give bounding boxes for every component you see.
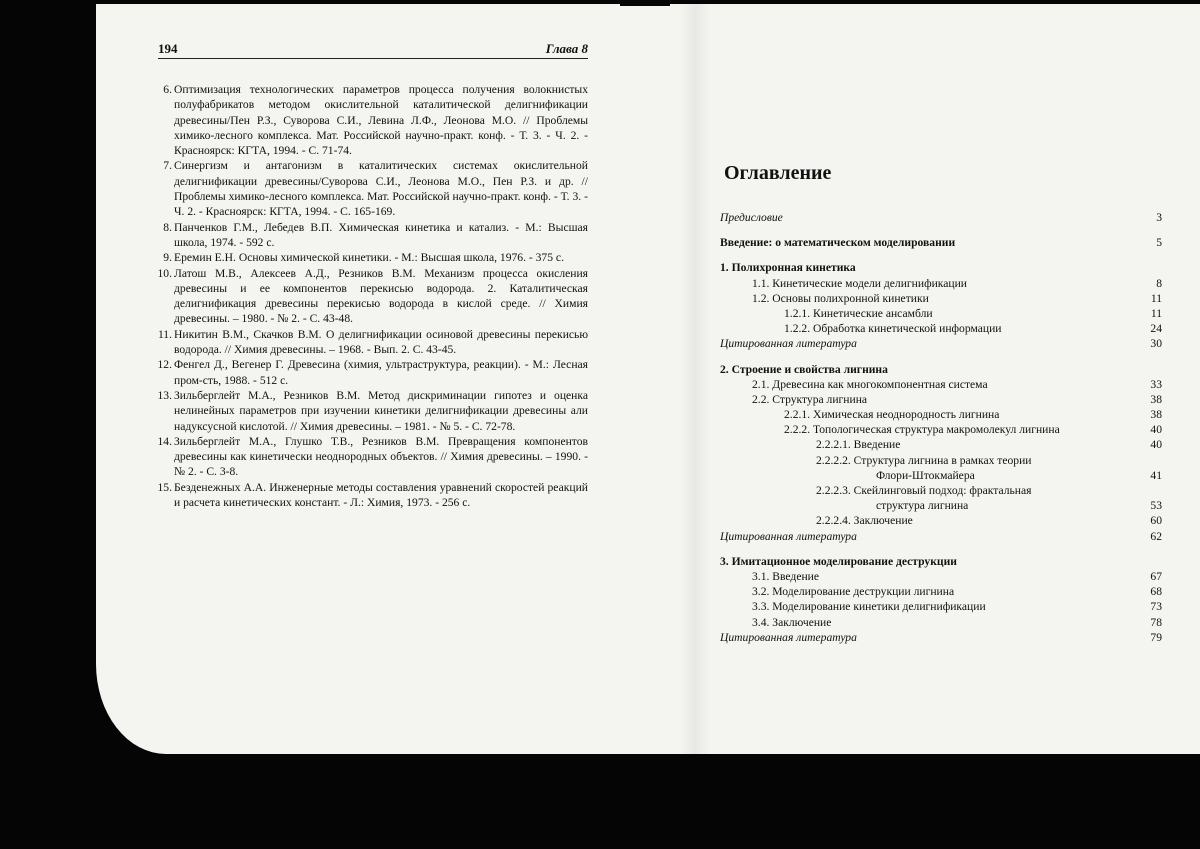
reference-number: 11. [157, 327, 172, 341]
toc-entry-page: 68 [1150, 585, 1162, 599]
toc-entry [720, 513, 1162, 528]
toc-entry [720, 336, 1162, 351]
toc-entry-page: 3 [1156, 211, 1162, 224]
reference-item [158, 158, 588, 219]
toc-entry-page: 11 [1150, 306, 1162, 320]
toc-entry-page: 53 [1150, 499, 1162, 513]
toc-entry [720, 321, 1162, 336]
reference-item [158, 220, 588, 251]
reference-text: Фенгел Д., Вегенер Г. Древесина (химия, ультраструктура, реакции). - М.: Лесная пром-сть, 1988. - 512 с. [174, 358, 588, 387]
toc-entry [720, 437, 1162, 452]
reference-item [158, 480, 588, 511]
toc-entry-page: 67 [1150, 569, 1162, 583]
toc-entry-title: 2.2.2.4. Заключение [816, 514, 913, 528]
toc-entry-title: 2.2.2.3. Скейлинговый подход: фрактальная [816, 484, 1032, 497]
reference-item [158, 266, 588, 327]
reference-number: 8. [163, 220, 172, 234]
toc-entry-title: Цитированная литература [720, 630, 857, 644]
reference-text: Безденежных А.А. Инженерные методы составления уравнений скоростей реакций и расчета кинетических констант. - Л.: Химия, 1973. - 256 с. [174, 480, 588, 510]
toc-entry [720, 276, 1162, 291]
toc-entry-title: Цитированная литература [720, 529, 857, 543]
toc-entry [720, 407, 1162, 422]
reference-text: Еремин Е.Н. Основы химической кинетики. - М.: Высшая школа, 1976. - 375 с. [174, 251, 564, 265]
reference-text: Синергизм и антагонизм в каталитических системах окислительной делигнификации древесины/Суворова С.И., Леонова М.О., Пен Р.З. и др. // Проблемы химико-лесного комплекса. Мат. Российской научно-практ. конф. - Т. 3. - Ч. 2. - Красноярск: КГТА, 1994. - С. 165-169. [174, 159, 588, 219]
toc-entry-page: 30 [1150, 337, 1162, 351]
toc-entry [720, 599, 1162, 614]
reference-item [158, 327, 588, 358]
toc-entry [720, 483, 1162, 498]
toc-entry-title: Введение: о математическом моделировании [720, 236, 956, 250]
toc-entry-page: 33 [1150, 377, 1162, 391]
toc-entry [720, 615, 1162, 630]
toc-entry-title: 2.1. Древесина как многокомпонентная система [752, 377, 988, 391]
toc-entry-title: структура лигнина [876, 499, 969, 513]
toc-entry [720, 584, 1162, 599]
toc-entry [720, 554, 1162, 569]
toc-entry-title: 2.2.2.1. Введение [816, 438, 901, 452]
toc-entry-title: 2.2.2.2. Структура лигнина в рамках теории [816, 453, 1032, 467]
toc-entry [720, 392, 1162, 407]
reference-number: 10. [157, 266, 172, 280]
toc-entry [720, 377, 1162, 392]
toc-entry-title: 2. Строение и свойства лигнина [720, 362, 888, 376]
toc-entry-title: 2.2. Структура лигнина [752, 392, 868, 406]
toc-spacer [720, 544, 1162, 554]
reference-item [158, 82, 588, 158]
scan-smudge [620, 0, 670, 6]
toc-entry [720, 306, 1162, 321]
toc-entry-page: 60 [1150, 514, 1162, 528]
reference-number: 6. [163, 83, 172, 96]
toc-entry-page: 79 [1150, 630, 1162, 644]
toc-entry-page: 73 [1150, 600, 1162, 614]
toc-entry-title: 2.2.1. Химическая неоднородность лигнина [784, 408, 1000, 422]
toc-entry [720, 210, 1162, 225]
toc-entry-page: 11 [1150, 291, 1162, 305]
reference-item [158, 434, 588, 480]
reference-number: 7. [163, 159, 172, 173]
reference-item [158, 388, 588, 434]
reference-item [158, 357, 588, 388]
reference-number: 13. [157, 388, 172, 402]
toc-entry-title: 3.2. Моделирование деструкции лигнина [752, 585, 955, 599]
toc-spacer [720, 352, 1162, 362]
toc-entry-page: 62 [1150, 529, 1162, 543]
reference-list [158, 82, 588, 510]
toc-entry [720, 529, 1162, 544]
toc-entry-title: 3. Имитационное моделирование деструкции [720, 554, 957, 568]
reference-text: Латош М.В., Алексеев А.Д., Резников В.М. Механизм процесса окисления древесины и ее компонентов перекисью водорода. 2. Каталитическая делигнификация древесины перекисью водорода в кислой среде. // Химия древесины. – 1980. - № 2. - С. 43-48. [174, 266, 588, 326]
chapter-title: Глава 8 [545, 41, 588, 56]
toc-entry [720, 291, 1162, 306]
toc-entry [720, 260, 1162, 275]
toc-entry-title: 3.4. Заключение [752, 615, 832, 629]
reference-number: 14. [157, 434, 172, 448]
toc-entry-page: 40 [1150, 423, 1162, 437]
toc-entry [720, 569, 1162, 584]
toc-entry-title: 1.1. Кинетические модели делигнификации [752, 276, 968, 290]
reference-text: Зильберглейт М.А., Резников В.М. Метод дискриминации гипотез и оценка нелинейных параметров при изучении кинетики делигнификации древесины али надуксусной кислотой. // Химия древесины. – 1981. - № 5. - С. 72-78. [174, 388, 588, 433]
toc-entry-page: 40 [1150, 438, 1162, 452]
toc-entry-page: 8 [1156, 276, 1162, 290]
reference-text: Никитин В.М., Скачков В.М. О делигнификации осиновой древесины перекисью водорода. // Химия древесины. – 1968. - Вып. 2. С. 43-45. [174, 327, 588, 357]
toc-entry-title: 1.2.2. Обработка кинетической информации [784, 322, 1002, 336]
toc-spacer [720, 225, 1162, 235]
toc-entry [720, 362, 1162, 377]
toc-entry-page: 78 [1150, 615, 1162, 629]
running-head [158, 40, 588, 59]
toc-entry-page: 38 [1150, 392, 1162, 406]
book-spread [96, 4, 1200, 754]
reference-item [158, 250, 588, 265]
toc-spacer [720, 250, 1162, 260]
toc-entry-title: 1.2. Основы полихронной кинетики [752, 291, 929, 305]
toc-entry [720, 498, 1162, 513]
toc-entry-title: 1.2.1. Кинетические ансамбли [784, 306, 933, 320]
toc-entry-page: 38 [1150, 408, 1162, 422]
table-of-contents [720, 210, 1162, 645]
toc-entry-title: Предисловие [720, 211, 783, 224]
toc-entry-page: 24 [1150, 322, 1162, 336]
reference-number: 12. [157, 358, 172, 372]
reference-number: 15. [157, 480, 172, 494]
left-page [96, 4, 656, 754]
reference-number: 9. [163, 251, 172, 265]
toc-entry-page: 5 [1156, 236, 1162, 250]
toc-entry-title: 3.3. Моделирование кинетики делигнификации [752, 600, 986, 614]
reference-text: Панченков Г.М., Лебедев В.П. Химическая кинетика и катализ. - М.: Высшая школа, 1974. - 592 с. [174, 220, 588, 249]
toc-entry-title: 1. Полихронная кинетика [720, 261, 856, 275]
toc-entry-title: Цитированная литература [720, 337, 857, 351]
toc-entry [720, 235, 1162, 250]
toc-title: Оглавление [724, 162, 832, 184]
toc-entry-page: 41 [1150, 468, 1162, 482]
toc-entry-title: 3.1. Введение [752, 569, 820, 583]
toc-entry [720, 630, 1162, 645]
right-page [716, 4, 1200, 754]
toc-entry-title: 2.2.2. Топологическая структура макромолекул лигнина [784, 423, 1060, 437]
page-number: 194 [158, 41, 178, 56]
book-gutter [680, 4, 710, 754]
toc-entry [720, 422, 1162, 437]
reference-text: Зильберглейт М.А., Глушко Т.В., Резников В.М. Превращения компонентов древесины как кинетически неоднородных объектов. // Химия древесины. – 1990. - № 2. - С. 3-8. [174, 434, 588, 479]
reference-text: Оптимизация технологических параметров процесса получения волокнистых полуфабрикатов методом окислительной каталитической делигнификации древесины/Пен Р.З., Суворова С.И., Левина Л.Ф., Леонова М.О. // Проблемы химико-лесного комплекса. Мат. Российской научно-практ. конф. - Т. 3. - Ч. 2. - Красноярск: КГТА, 1994. - С. 71-74. [174, 83, 588, 158]
toc-entry [720, 468, 1162, 483]
toc-entry-title: Флори-Штокмайера [876, 468, 975, 482]
toc-entry [720, 453, 1162, 468]
